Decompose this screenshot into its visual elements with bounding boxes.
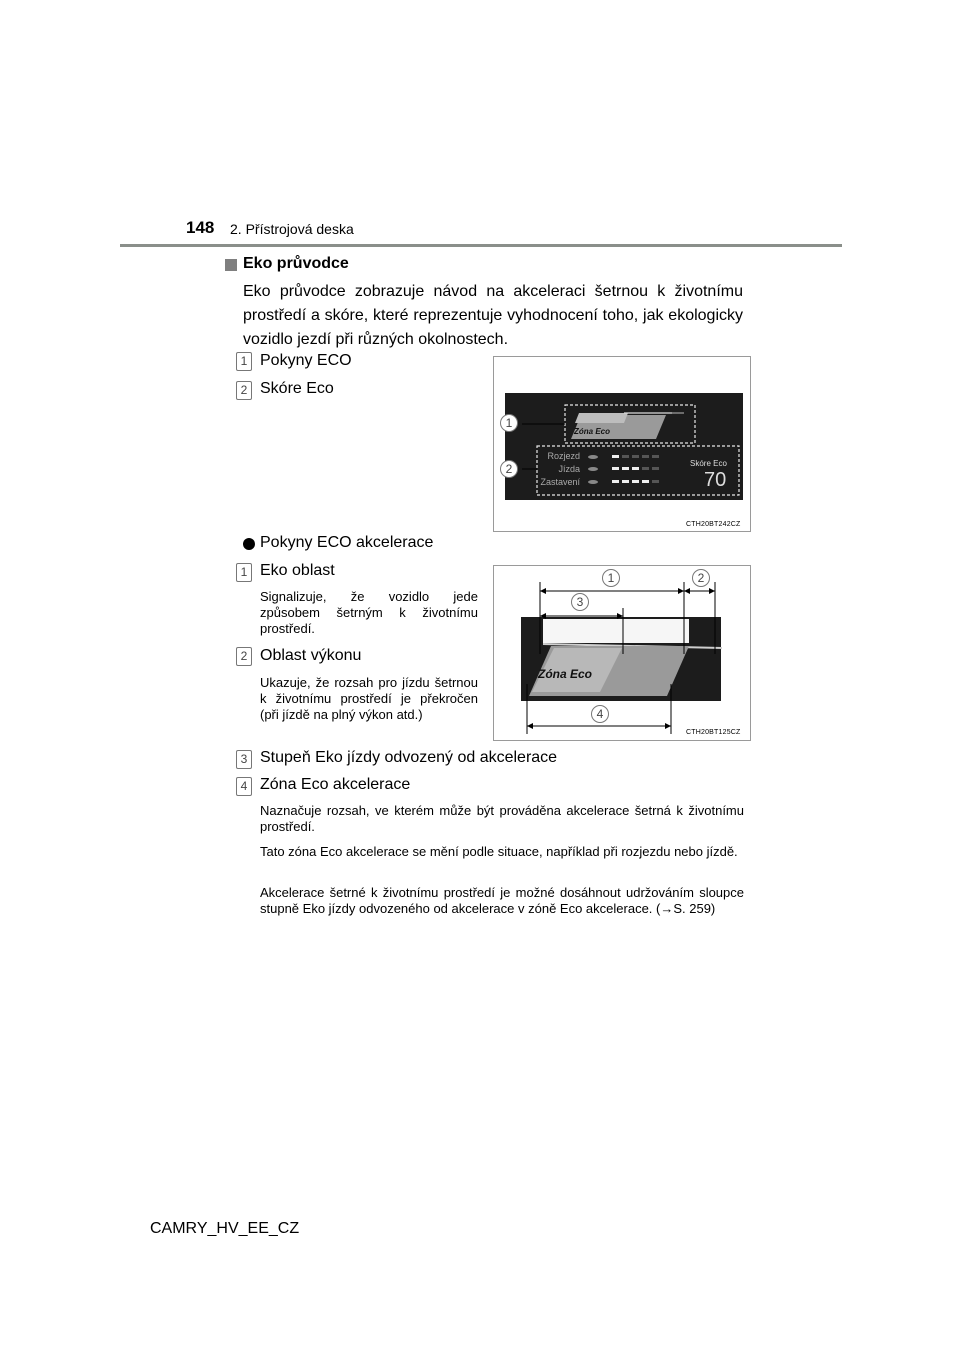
list-item-label: Eko oblast <box>260 562 335 579</box>
list-item-label: Skóre Eco <box>260 380 334 397</box>
figure-eco-display <box>493 356 751 532</box>
callout-number: 1 <box>236 563 252 582</box>
row-label: Jízda <box>558 464 580 474</box>
callout-number: 2 <box>500 460 518 478</box>
callout-number: 2 <box>692 569 710 587</box>
callout-number: 3 <box>236 750 252 769</box>
note-paragraph: Tato zóna Eco akcelerace se mění podle situace, například při rozjezdu nebo jízdě. <box>260 844 738 859</box>
callout-number: 1 <box>602 569 620 587</box>
section-square-icon <box>225 259 237 271</box>
list-item-label: Oblast výkonu <box>260 647 362 664</box>
callout-number: 3 <box>571 593 589 611</box>
list-item-label: Pokyny ECO <box>260 352 352 369</box>
list-item-desc: Ukazuje, že rozsah pro jízdu šetrnou k životnímu prostředí je překročen (při jízdě na plný výkon atd.) <box>260 675 478 722</box>
section-title: Eko průvodce <box>243 255 349 272</box>
row-label: Rozjezd <box>547 451 580 461</box>
footer-code: CAMRY_HV_EE_CZ <box>150 1220 300 1237</box>
callout-number: 2 <box>236 647 252 666</box>
row-label: Zastavení <box>540 477 580 487</box>
list-item-desc: Signalizuje, že vozidlo jede způsobem šetrným k životnímu prostředí. <box>260 589 478 636</box>
score-value: 70 <box>704 469 727 491</box>
subheading: Pokyny ECO akcelerace <box>260 534 434 551</box>
callout-number: 4 <box>236 777 252 796</box>
section-intro: Eko průvodce zobrazuje návod na akceleraci šetrnou k životnímu prostředí a skóre, které reprezentuje vyhodnocení toho, jak ekologicky vozidlo jezdí při různých okolnostech. <box>243 283 743 348</box>
figure-code: CTH20BT242CZ <box>686 521 741 528</box>
chapter-title: 2. Přístrojová deska <box>230 221 354 237</box>
score-label: Skóre Eco <box>690 459 727 468</box>
note-paragraph: Akcelerace šetrné k životnímu prostředí je možné dosáhnout udržováním sloupce stupně Eko jízdy odvozeného od akcelerace v zóně Eco akcelerace. (→S. 259) <box>260 885 744 916</box>
header-rule <box>120 244 842 247</box>
callout-number: 1 <box>236 352 252 371</box>
bullet-dot-icon <box>243 538 255 550</box>
eco-zone-label: Zóna Eco <box>574 427 611 436</box>
list-item-label: Zóna Eco akcelerace <box>260 776 411 793</box>
list-item-label: Stupeň Eko jízdy odvozený od akcelerace <box>260 749 558 766</box>
page-number: 148 <box>186 218 215 237</box>
figure-eco-acceleration <box>493 565 751 741</box>
note-paragraph: Naznačuje rozsah, ve kterém může být prováděna akcelerace šetrná k životnímu prostředí. <box>260 803 744 834</box>
callout-number: 4 <box>591 705 609 723</box>
callout-number: 2 <box>236 381 252 400</box>
eco-zone-label: Zóna Eco <box>538 667 593 681</box>
figure-code: CTH20BT125CZ <box>686 729 741 736</box>
callout-number: 1 <box>500 414 518 432</box>
